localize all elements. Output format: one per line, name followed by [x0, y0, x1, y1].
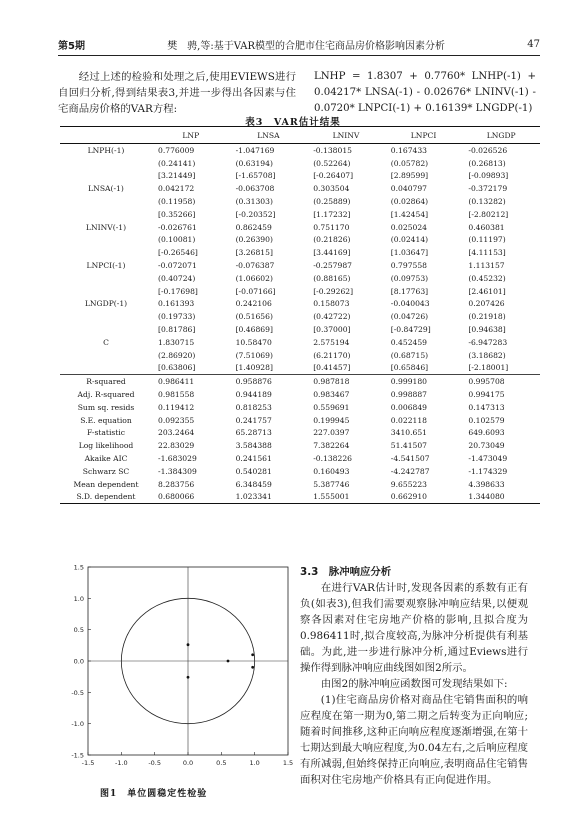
table-cell: -0.026526 — [468, 145, 508, 155]
table-cell: 0.776009 — [158, 145, 195, 155]
table-cell: 0.119412 — [158, 402, 195, 412]
row-label: LNGDP(-1) — [84, 299, 128, 309]
page-header — [58, 36, 540, 52]
row-label — [60, 246, 152, 259]
table-cell: [2.46101] — [468, 286, 506, 296]
running-title: 樊 骋,等:基于VAR模型的合肥市住宅商品房价格影响因素分析 — [167, 40, 446, 52]
table-row — [60, 144, 540, 157]
table-cell: 0.797558 — [390, 261, 428, 271]
table-cell: (0.40724) — [158, 273, 196, 283]
table-cell: [1.42454] — [390, 209, 429, 219]
table-cell: (0.21918) — [468, 312, 506, 322]
table-row — [60, 298, 540, 311]
x-tick-label: -1.0 — [114, 759, 128, 767]
table-row — [60, 478, 540, 491]
table-cell: 0.452459 — [390, 337, 428, 347]
table-cell: (2.86920) — [158, 350, 196, 360]
x-tick-label: -1.5 — [81, 759, 95, 767]
table-cell: 65.28713 — [235, 428, 272, 438]
table-cell: 0.158073 — [313, 299, 350, 309]
table-row — [60, 375, 540, 388]
table-row — [60, 388, 540, 401]
root-point — [251, 666, 254, 669]
table-cell: (0.09753) — [390, 273, 429, 283]
table-cell: 0.751170 — [313, 222, 350, 232]
table-cell: -1.174329 — [468, 466, 508, 476]
y-tick-label: 0.0 — [73, 657, 84, 666]
table-cell: -4.541507 — [390, 454, 430, 464]
table-cell: (0.26390) — [235, 235, 273, 245]
table-cell: 9.655223 — [390, 479, 428, 489]
table-cell: [0.63806] — [158, 363, 196, 373]
table-cell: -0.026761 — [158, 222, 197, 232]
row-label: LNPCI(-1) — [86, 261, 126, 271]
table-cell: [8.17763] — [390, 286, 429, 296]
table-row — [60, 452, 540, 465]
table-cell: -1.683029 — [158, 454, 197, 464]
section-paragraph-1: 在进行VAR估计时,发现各因素的系数有正有负(如表3),但我们需要观察脉冲响应结果,以便观察各因素对住宅房地产价格的影响,且拟合度为0.986411时,拟合度较高,为脉冲分析提供有利基础。为此,进一步进行脉冲分析,通过Eviews进行操作得到脉冲响应曲线图如图2所示。 — [300, 582, 528, 674]
row-label: Mean dependent — [73, 479, 139, 489]
table-caption: 表3 VAR估计结果 — [245, 117, 341, 128]
table-cell: 1.113157 — [468, 261, 505, 271]
table-cell: 22.83029 — [158, 441, 195, 451]
table-cell: 0.092355 — [158, 415, 195, 425]
table-cell: (0.31303) — [235, 197, 273, 207]
var-equation: LNHP = 1.8307 + 0.7760* LNHP(-1) + 0.04217* LNSA(-1) - 0.02676* LNINV(-1) - 0.0720* LNPCI(-1) + 0.16139* LNGDP(-1) — [314, 71, 536, 114]
table-cell: (6.21170) — [313, 350, 351, 360]
row-label — [60, 208, 152, 221]
table-row — [60, 182, 540, 195]
table-cell: 0.167433 — [390, 145, 428, 155]
table-cell: -4.242787 — [390, 466, 430, 476]
table-row — [60, 221, 540, 234]
table-cell: 0.994175 — [468, 390, 505, 400]
y-tick-label: 1.5 — [73, 563, 84, 572]
table-cell: 0.540281 — [235, 466, 272, 476]
table-row — [60, 246, 540, 259]
table-cell: (0.13282) — [468, 197, 506, 207]
table-row — [60, 234, 540, 247]
table-cell: 0.199945 — [313, 415, 350, 425]
unit-circle-chart — [58, 560, 294, 782]
table-row — [60, 323, 540, 336]
table-row — [60, 401, 540, 414]
unit-root-figure — [58, 560, 294, 782]
table-header-lnpci: LNPCI — [385, 127, 463, 144]
table-row — [60, 427, 540, 440]
table-cell: [-2.18001] — [468, 363, 509, 373]
table-cell: [3.26815] — [235, 248, 273, 258]
table-row — [60, 465, 540, 478]
table-cell: [-0.29262] — [313, 286, 354, 296]
table-cell: (3.18682) — [468, 350, 506, 360]
section-body — [300, 580, 528, 788]
table-cell: (0.19733) — [158, 312, 196, 322]
table-row — [60, 208, 540, 221]
table-cell: 1.830715 — [158, 337, 195, 347]
table-cell: 0.160493 — [313, 466, 350, 476]
table-cell: 0.862459 — [235, 222, 272, 232]
table-cell: 0.998887 — [390, 390, 428, 400]
row-label: Akaike AIC — [84, 454, 128, 464]
table-cell: (0.63194) — [235, 158, 273, 168]
table-row — [60, 414, 540, 427]
table-cell: (0.26813) — [468, 158, 506, 168]
section-paragraph-3: (1)住宅商品房价格对商品住宅销售面积的响应程度在第一期为0,第二期之后转变为正向响应;随着时间推移,这种正向响应程度逐渐增强,在第十七期达到最大响应程度,为0.04左右,之后响应程度有所减弱,但始终保持正向响应,表明商品住宅销售面积对住宅房地产价格具有正向促进作用。 — [300, 694, 528, 786]
table-cell: (0.21826) — [313, 235, 351, 245]
table-cell: (0.25889) — [313, 197, 351, 207]
table-row — [60, 195, 540, 208]
table-cell: [1.17232] — [313, 209, 351, 219]
table-cell: 649.6093 — [468, 428, 505, 438]
table-cell: 0.944189 — [235, 390, 272, 400]
table-cell: [0.37000] — [313, 325, 351, 335]
table-cell: (0.24141) — [158, 158, 196, 168]
row-label — [60, 234, 152, 247]
table-cell: -0.257987 — [313, 261, 352, 271]
table-header-lngdp: LNGDP — [462, 127, 540, 144]
table-cell: 0.006849 — [390, 402, 428, 412]
x-tick-label: 0.0 — [182, 759, 194, 767]
table-cell: (0.02414) — [390, 235, 429, 245]
table-row — [60, 349, 540, 362]
table-cell: (0.11197) — [468, 235, 506, 245]
table-cell: 0.042172 — [158, 184, 195, 194]
table-cell: (0.52264) — [313, 158, 351, 168]
row-label: LNSA(-1) — [88, 184, 124, 194]
row-label: S.E. equation — [80, 415, 132, 425]
x-tick-label: 0.5 — [216, 759, 227, 767]
root-point — [227, 660, 230, 663]
table-cell: [0.35266] — [158, 209, 196, 219]
table-cell: 3.584388 — [235, 441, 272, 451]
table-cell: 2.575194 — [313, 337, 350, 347]
table-row — [60, 336, 540, 349]
x-tick-label: 1.5 — [282, 759, 294, 767]
table-cell: (0.11958) — [158, 197, 196, 207]
table-cell: 0.303504 — [313, 184, 350, 194]
table-cell: -0.063708 — [235, 184, 275, 194]
table-cell: [1.40928] — [235, 363, 273, 373]
section-paragraph-2: 由图2的脉冲响应函数图可发现结果如下: — [320, 678, 508, 690]
table-cell: [0.81786] — [158, 325, 196, 335]
row-label: F-statistic — [86, 428, 126, 438]
table-cell: 0.025024 — [390, 222, 428, 232]
issue-label: 第5期 — [58, 40, 85, 52]
table-cell: [-0.26407] — [313, 171, 354, 181]
table-cell: 0.818253 — [235, 402, 272, 412]
table-cell: 0.102579 — [468, 415, 505, 425]
y-tick-label: -0.5 — [71, 688, 84, 697]
table-cell: [-0.26546] — [158, 248, 198, 258]
table-cell: 0.995708 — [462, 375, 540, 388]
table-cell: (0.02864) — [390, 197, 429, 207]
table-cell: -1.047169 — [235, 145, 275, 155]
table-cell: 0.986411 — [152, 375, 230, 388]
table-row — [60, 439, 540, 452]
table-cell: 0.040797 — [390, 184, 428, 194]
table-header-lninv: LNINV — [307, 127, 385, 144]
table-cell: -0.040043 — [390, 299, 430, 309]
table-row — [60, 310, 540, 323]
y-tick-label: -1.0 — [71, 720, 84, 729]
table-cell: (0.04726) — [390, 312, 429, 322]
row-label — [60, 310, 152, 323]
table-cell: 0.207426 — [468, 299, 505, 309]
table-cell: 1.555001 — [307, 491, 385, 504]
table-row — [60, 170, 540, 183]
intro-text: 经过上述的检验和处理之后,使用EVIEWS进行自回归分析,得到结果表3,并进一步得出各因素与住宅商品房价格的VAR方程: — [58, 71, 296, 115]
table-cell: 7.382264 — [313, 441, 350, 451]
table-cell: 10.58470 — [235, 337, 272, 347]
y-tick-label: 1.0 — [73, 594, 84, 603]
row-label — [60, 362, 152, 375]
row-label — [60, 157, 152, 170]
page-number: 47 — [527, 38, 540, 50]
section-heading: 3.3 脉冲响应分析 — [300, 566, 392, 578]
table-cell: 0.460381 — [468, 222, 505, 232]
table-cell: [4.11153] — [468, 248, 506, 258]
table-cell: (0.10081) — [158, 235, 196, 245]
table-cell: 0.958876 — [230, 375, 308, 388]
row-label: Schwarz SC — [82, 466, 130, 476]
y-tick-label: -1.5 — [71, 751, 84, 760]
table-cell: [0.46869] — [235, 325, 273, 335]
table-cell: 0.147313 — [468, 402, 505, 412]
row-label — [60, 195, 152, 208]
table-row — [60, 259, 540, 272]
intro-paragraph — [58, 69, 296, 117]
table-cell: [3.44169] — [313, 248, 351, 258]
table-header-lnp: LNP — [152, 127, 230, 144]
table-header-row — [60, 127, 540, 144]
table-cell: [-1.65708] — [235, 171, 276, 181]
table-cell: [2.89599] — [390, 171, 429, 181]
table-cell: [-0.09893] — [468, 171, 509, 181]
table-cell: 1.344080 — [462, 491, 540, 504]
table-cell: [0.41457] — [313, 363, 351, 373]
table-row — [60, 491, 540, 504]
x-tick-label: 1.0 — [249, 759, 260, 767]
row-label: LNINV(-1) — [85, 222, 127, 232]
table-cell: (0.88165) — [313, 273, 351, 283]
table-cell: 51.41507 — [390, 441, 428, 451]
table-cell: -0.372179 — [468, 184, 508, 194]
root-point — [187, 643, 190, 646]
table-cell: -0.076387 — [235, 261, 275, 271]
table-row — [60, 285, 540, 298]
table-cell: 0.999180 — [385, 375, 463, 388]
table-cell: (0.42722) — [313, 312, 351, 322]
table-cell: 0.981558 — [158, 390, 195, 400]
table-header-blank — [60, 127, 152, 144]
table-cell: [0.94638] — [468, 325, 506, 335]
table-cell: [-0.20352] — [235, 209, 276, 219]
table-cell: 0.559691 — [313, 402, 350, 412]
var-results-table — [60, 126, 540, 504]
header-rule — [58, 55, 540, 56]
table-cell: -6.947283 — [468, 337, 508, 347]
y-tick-label: 0.5 — [73, 626, 84, 635]
table-cell: 0.987818 — [307, 375, 385, 388]
row-label: Sum sq. resids — [77, 402, 135, 412]
row-label: Adj. R-squared — [77, 390, 135, 400]
table-cell: [-2.80212] — [468, 209, 509, 219]
row-label: C — [103, 337, 109, 347]
table-cell: [-0.07166] — [235, 286, 276, 296]
row-label: Log likelihood — [78, 441, 134, 451]
figure-caption: 图1 单位圆稳定性检验 — [100, 789, 208, 799]
table-cell: 0.241561 — [235, 454, 272, 464]
table-cell: [-0.84729] — [390, 325, 431, 335]
table-cell: [1.03647] — [390, 248, 429, 258]
table-cell: (0.51656) — [235, 312, 273, 322]
row-label — [60, 170, 152, 183]
table-cell: 5.387746 — [313, 479, 350, 489]
table-cell: 3410.651 — [390, 428, 428, 438]
x-tick-label: -0.5 — [148, 759, 162, 767]
table-cell: 0.241757 — [235, 415, 272, 425]
table-row — [60, 362, 540, 375]
table-cell: [3.21449] — [158, 171, 196, 181]
table-cell: 8.283756 — [158, 479, 195, 489]
table-cell: 203.2464 — [158, 428, 195, 438]
table-cell: [0.65846] — [390, 363, 429, 373]
table-cell: (0.45232) — [468, 273, 506, 283]
row-label: S.D. dependent — [60, 491, 152, 504]
table-cell: 0.242106 — [235, 299, 272, 309]
table-cell: (0.05782) — [390, 158, 429, 168]
table-cell: 4.398633 — [468, 479, 505, 489]
table-cell: -0.072071 — [158, 261, 197, 271]
table-cell: 1.023341 — [230, 491, 308, 504]
table-cell: 6.348459 — [235, 479, 272, 489]
row-label — [60, 285, 152, 298]
table-cell: -1.473049 — [468, 454, 508, 464]
row-label — [60, 323, 152, 336]
table-cell: 0.161393 — [158, 299, 195, 309]
table-cell: -1.384309 — [158, 466, 197, 476]
table-cell: -0.138226 — [313, 454, 352, 464]
table-cell: 0.662910 — [385, 491, 463, 504]
table-cell: 0.022118 — [390, 415, 428, 425]
table-cell: (7.51069) — [235, 350, 273, 360]
table-row — [60, 157, 540, 170]
table-row — [60, 272, 540, 285]
row-label: LNPH(-1) — [87, 145, 125, 155]
table-cell: [-0.17698] — [158, 286, 198, 296]
table-cell: (1.06602) — [235, 273, 273, 283]
table-cell: (0.68715) — [390, 350, 429, 360]
root-point — [251, 653, 254, 656]
row-label — [60, 272, 152, 285]
table-cell: 0.680066 — [152, 491, 230, 504]
row-label: R-squared — [60, 375, 152, 388]
row-label — [60, 349, 152, 362]
table-cell: 20.73049 — [468, 441, 505, 451]
root-point — [187, 676, 190, 679]
table-cell: 0.983467 — [313, 390, 350, 400]
table-cell: 227.0397 — [313, 428, 350, 438]
table-cell: -0.138015 — [313, 145, 352, 155]
table-header-lnsa: LNSA — [230, 127, 308, 144]
